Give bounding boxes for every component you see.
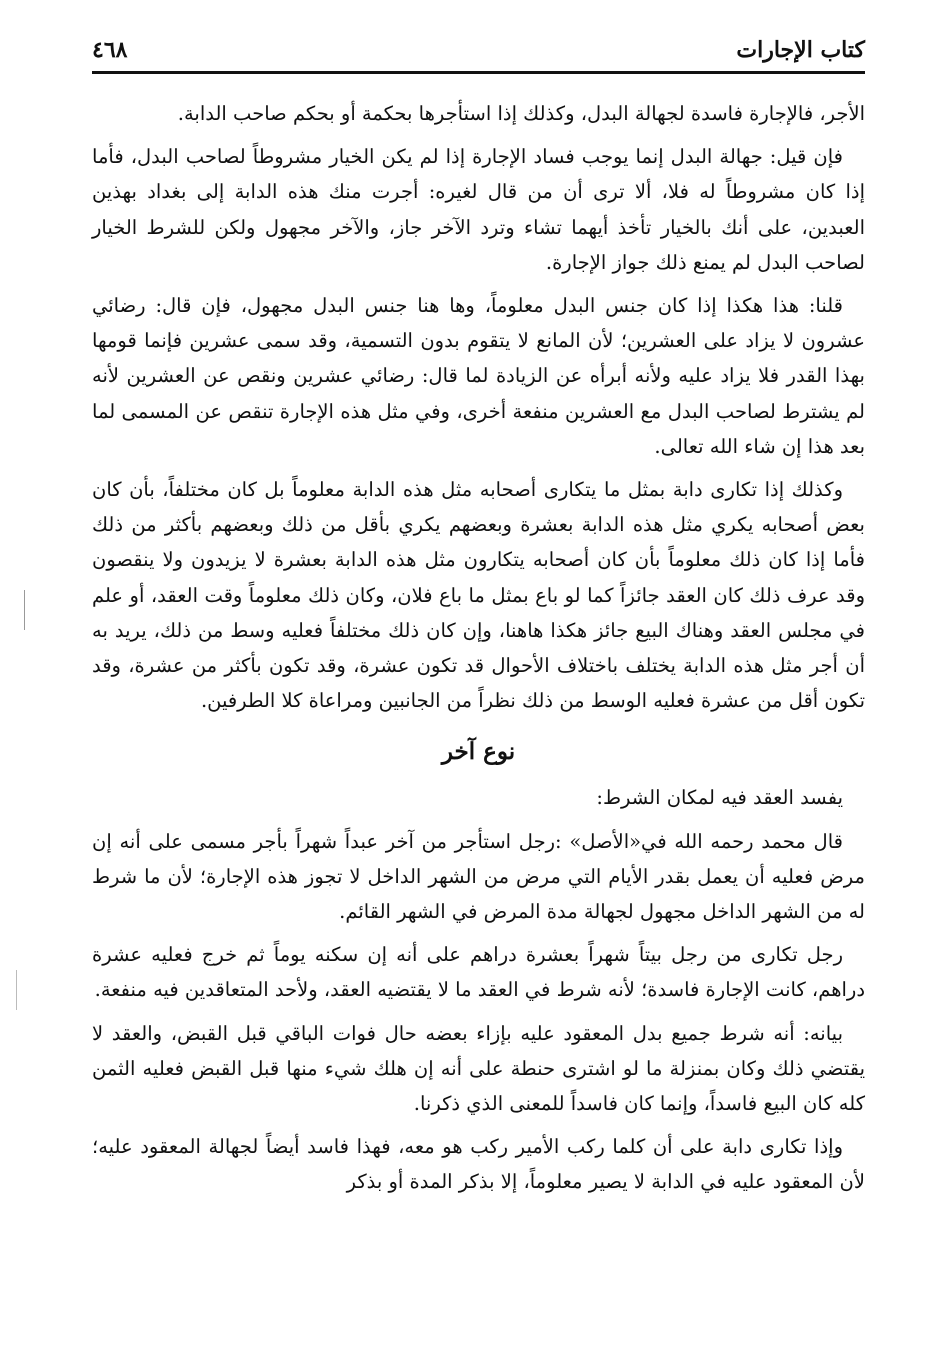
section-heading: نوع آخر <box>441 738 516 766</box>
paragraph: بيانه: أنه شرط جميع بدل المعقود عليه بإزاء بعضه حال فوات الباقي قبل القبض، والعقد لا يقتضي ذلك وكان بمنزلة ما لو اشترى حنطة على أنه إن هلك شيء منها قبل القبض فعليه الثمن كله كان البيع فاسداً، وإنما كان فاسداً للمعنى الذي ذكرنا. <box>92 1021 865 1116</box>
page-header <box>92 28 865 72</box>
page-body <box>92 96 865 1208</box>
scan-margin-line <box>24 590 25 630</box>
page-number: ٤٦٨ <box>92 37 128 63</box>
paragraph: رجل تكارى من رجل بيتاً شهراً بعشرة دراهم على أنه إن سكنه يوماً ثم خرج فعليه عشرة دراهم، كانت الإجارة فاسدة؛ لأنه شرط في العقد ما لا يقتضيه العقد، ولأحد المتعاقدين فيه منفعة. <box>92 943 865 1002</box>
header-divider <box>92 71 865 74</box>
paragraph: فإن قيل: جهالة البدل إنما يوجب فساد الإجارة إذا لم يكن الخيار مشروطاً لصاحب البدل، فأما إذا كان مشروطاً له فلا، ألا ترى أن من قال لغيره: أجرت منك هذه الدابة إلى بغداد بهذين العبدين، على أنك بالخيار تأخذ أيهما تشاء وترد الآخر جاز، والآخر مجهول ولكن للشرط الخيار لصاحب البدل لم يمنع ذلك جواز الإجارة. <box>92 145 865 274</box>
section-intro: يفسد العقد فيه لمكان الشرط: <box>596 786 843 810</box>
paragraph: وإذا تكارى دابة على أن كلما ركب الأمير ركب هو معه، فهذا فاسد أيضاً لجهالة المعقود عليه؛ لأن المعقود عليه في الدابة لا يصير معلوماً، إلا بذكر المدة أو بذكر <box>92 1135 865 1194</box>
paragraph: الأجر، فالإجارة فاسدة لجهالة البدل، وكذلك إذا استأجرها بحكمة أو بحكم صاحب الدابة. <box>177 102 865 125</box>
running-title: كتاب الإجارات <box>736 37 865 63</box>
scan-margin-line <box>16 970 17 1010</box>
paragraph: وكذلك إذا تكارى دابة بمثل ما يتكارى أصحابه مثل هذه الدابة معلوماً بل كان مختلفاً، بأن كان بعض أصحابه يكري مثل هذه الدابة بعشرة وبعضهم يكري بأقل من ذلك وبعضهم بأكثر من ذلك فأما إذا كان ذلك معلوماً بأن كان أصحابه يتكارون مثل هذه الدابة بعشرة لا يزيدون ولا ينقصون وقد عرف ذلك كان العقد جائزاً كما لو باع بمثل ما باع فلان، وكان ذلك معلوماً وقت العقد، أو علم في مجلس العقد وهناك البيع جائز هكذا هاهنا، وإن كان ذلك مختلفاً فعليه وسط من ذلك، يريد به أن أجر مثل هذه الدابة يختلف باختلاف الأحوال قد تكون عشرة، وقد تكون بأكثر من عشرة، وقد تكون أقل من عشرة فعليه الوسط من ذلك نظراً من الجانبين ومراعاة كلا الطرفين. <box>92 478 865 713</box>
paragraph: قال محمد رحمه الله في«الأصل» :رجل استأجر من آخر عبداً شهراً بأجر مسمى على أنه إن مرض فعليه أن يعمل بقدر الأيام التي مرض من الشهر الداخل لا تجوز هذه الإجارة؛ لأن ما شرط له من الشهر الداخل مجهول لجهالة مدة المرض في الشهر القائم. <box>92 829 865 924</box>
paragraph: قلنا: هذا هكذا إذا كان جنس البدل معلوماً، وها هنا جنس البدل مجهول، فإن قال: رضائي عشرون لا يزاد على العشرين؛ لأن المانع لا يتقوم بدون التسمية، وقد سمى عشرين فإنما قومها بهذا القدر فلا يزاد عليه ولأنه أبرأه عن الزيادة لما قال: رضائي عشرين ونقص عن العشرين لأنه لم يشترط لصاحب البدل مع العشرين منفعة أخرى، وفي مثل هذه الإجارة تنقص عن المسمى لما بعد هذا إن شاء الله تعالى. <box>92 294 865 458</box>
